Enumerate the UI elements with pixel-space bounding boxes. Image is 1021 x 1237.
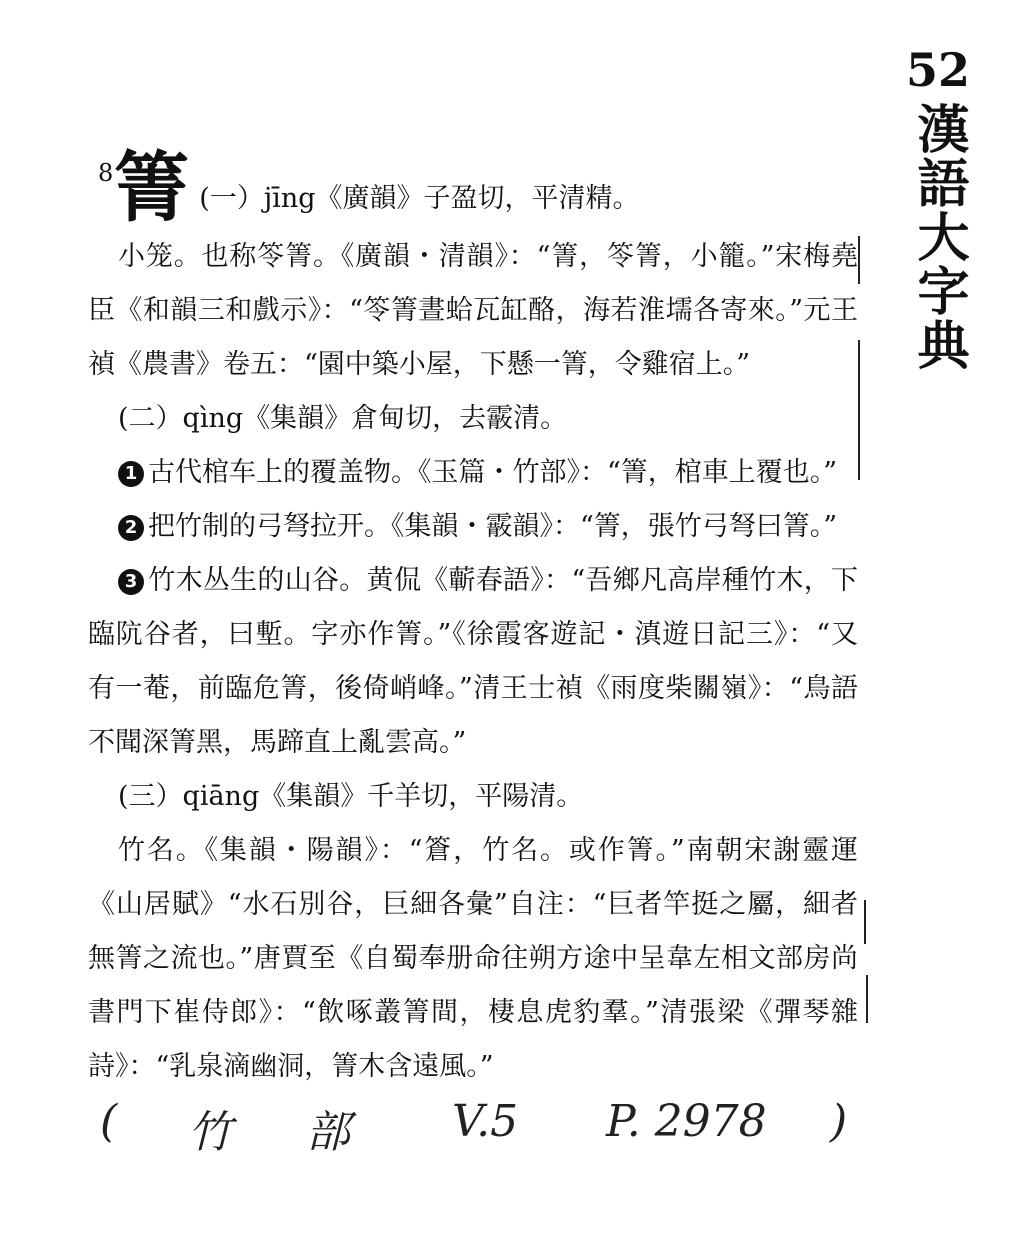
- book-title: 漢語大字典: [908, 102, 969, 372]
- reading-2-header: (二）qìng《集韻》倉甸切，去霰清。: [118, 403, 568, 434]
- sense-3-text: 竹木丛生的山谷。黄侃《蘄春語》：“吾鄉凡高岸種竹木，下臨阬谷者，曰塹。字亦作箐。”《徐霞客遊記・滇遊日記三》：“又有一菴，前臨危箐，後倚峭峰。”清王士禎《雨度柴關嶺》：“鳥語不聞深箐黑，馬蹄直上亂雲高。”: [88, 565, 858, 758]
- handwritten-reference: [100, 1096, 860, 1156]
- footer-radical: 竹: [188, 1107, 232, 1158]
- reading-1-text: 小笼。也称笭箐。《廣韻・清韻》：“箐，笭箐，小籠。”宋梅堯臣《和韻三和戲示》：“笭箐晝蛤瓦缸酪，海若淮壖各寄來。”元王禎《農書》卷五：“園中築小屋，下懸一箐，令雞宿上。”: [88, 241, 858, 380]
- sense-3: [88, 554, 858, 770]
- reading-3-header: (三）qiāng《集韻》千羊切，平陽清。: [118, 781, 584, 812]
- footer-close-paren: ): [830, 1096, 848, 1147]
- sense-1-text: 古代棺车上的覆盖物。《玉篇・竹部》：“箐，棺車上覆也。”: [148, 457, 838, 488]
- scan-mark: [864, 900, 866, 944]
- scan-mark: [858, 340, 860, 480]
- side-header: [898, 44, 978, 372]
- sense-2: [88, 500, 858, 554]
- footer-page: P. 2978: [606, 1096, 767, 1147]
- reading-1-header: (一）jīng《廣韻》子盈切，平清精。: [199, 183, 640, 214]
- footer-volume: V.5: [452, 1096, 519, 1147]
- scan-mark: [866, 975, 868, 1023]
- head-character: 箐: [113, 143, 190, 232]
- sense-2-text: 把竹制的弓弩拉开。《集韻・霰韻》：“箐，張竹弓弩曰箐。”: [148, 511, 838, 542]
- sense-number-1: 1: [118, 461, 144, 487]
- footer-open-paren: (: [100, 1096, 118, 1147]
- footer-section: 部: [306, 1107, 350, 1158]
- scan-mark: [858, 236, 860, 284]
- sense-number-2: 2: [118, 515, 144, 541]
- dictionary-entry: [88, 140, 858, 1094]
- reading-3-text: 竹名。《集韻・陽韻》：“篬，竹名。或作箐。”南朝宋謝靈運《山居賦》“水石別谷，巨細各彙”自注：“巨者竿挺之屬，細者無箐之流也。”唐賈至《自蜀奉册命往朔方途中呈韋左相文部房尚書門下崔侍郎》：“飲啄叢箐間，棲息虎豹羣。”清張梁《彈琴雜詩》：“乳泉滴幽洞，箐木含遠風。”: [88, 835, 858, 1082]
- sense-number-3: 3: [118, 569, 144, 595]
- stroke-count: 8: [98, 159, 114, 187]
- sense-1: [88, 446, 858, 500]
- entry-headline: [88, 140, 858, 232]
- page-number: 52: [905, 43, 970, 97]
